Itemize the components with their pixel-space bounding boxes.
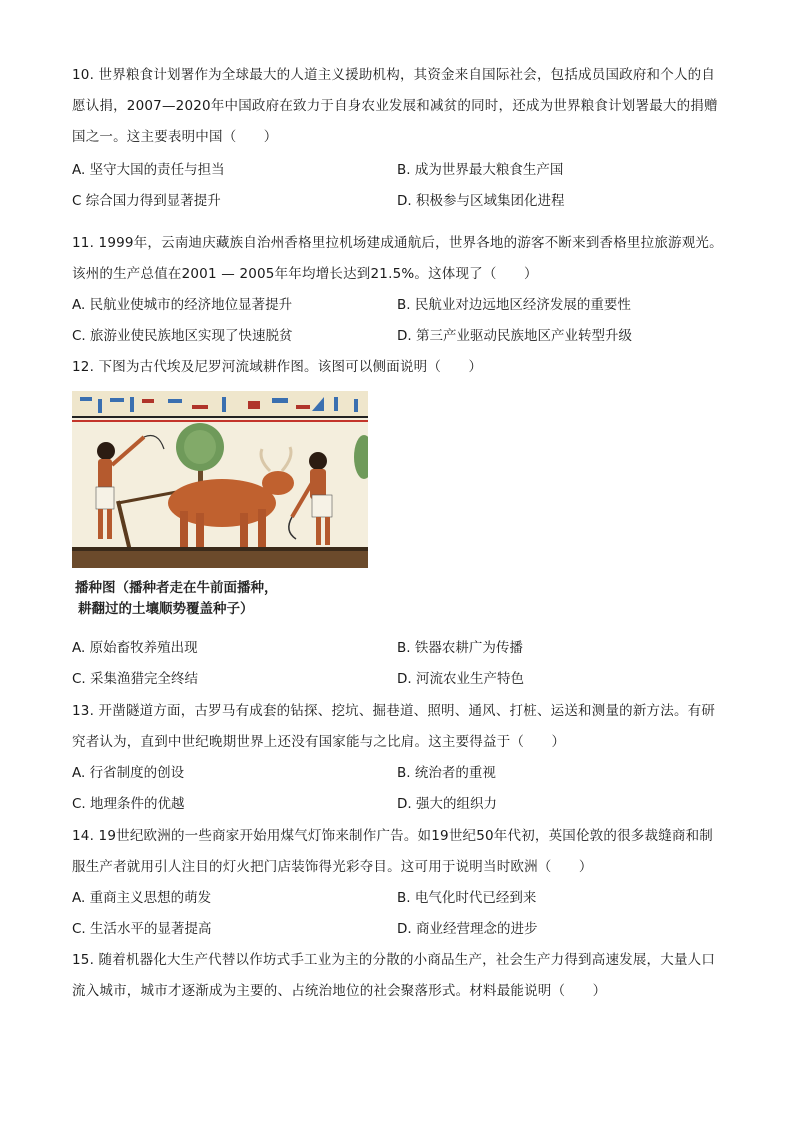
question-13-option-c[interactable]: C. 地理条件的优越	[72, 796, 185, 812]
question-14-option-a[interactable]: A. 重商主义思想的萌发	[72, 890, 212, 906]
question-14-stem: 14. 19世纪欧洲的一些商家开始用煤气灯饰来制作广告。如19世纪50年代初，英国伦敦的很多裁缝商和制服生产者就用引人注目的灯火把门店装饰得光彩夺目。这可用于说明当时欧洲（ ）	[72, 828, 713, 875]
question-10-option-d[interactable]: D. 积极参与区域集团化进程	[397, 193, 565, 209]
question-11-option-c[interactable]: C. 旅游业使民族地区实现了快速脱贫	[72, 328, 293, 344]
question-13-option-d[interactable]: D. 强大的组织力	[397, 796, 497, 812]
question-14-option-c[interactable]: C. 生活水平的显著提高	[72, 921, 212, 937]
question-12-option-c[interactable]: C. 采集渔猎完全终结	[72, 671, 199, 687]
question-12-stem: 12. 下图为古代埃及尼罗河流域耕作图。该图可以侧面说明（ ）	[72, 359, 483, 375]
question-11-option-a[interactable]: A. 民航业使城市的经济地位显著提升	[72, 297, 293, 313]
question-13-option-a[interactable]: A. 行省制度的创设	[72, 765, 185, 781]
question-10-stem: 10. 世界粮食计划署作为全球最大的人道主义援助机构，其资金来自国际社会，包括成员国政府和个人的自愿认捐，2007—2020年中国政府在致力于自身农业发展和减贫的同时，还成为世界粮食计划署最大的捐赠国之一。这主要表明中国（ ）	[72, 67, 718, 145]
question-12-option-a[interactable]: A. 原始畜牧养殖出现	[72, 640, 198, 656]
question-12-option-b[interactable]: B. 铁器农耕广为传播	[397, 640, 523, 656]
caption-line-1: 播种图（播种者走在牛前面播种，	[75, 580, 278, 596]
question-14-option-d[interactable]: D. 商业经营理念的进步	[397, 921, 538, 937]
question-15-stem: 15. 随着机器化大生产代替以作坊式手工业为主的分散的小商品生产，社会生产力得到高速发展，大量人口流入城市，城市才逐渐成为主要的、占统治地位的社会聚落形式。材料最能说明（ ）	[72, 952, 716, 999]
question-14-option-b[interactable]: B. 电气化时代已经到来	[397, 890, 537, 906]
figure-caption	[75, 578, 375, 620]
question-11-option-d[interactable]: D. 第三产业驱动民族地区产业转型升级	[397, 328, 632, 344]
question-11-stem: 11. 1999年，云南迪庆藏族自治州香格里拉机场建成通航后，世界各地的游客不断来到香格里拉旅游观光。该州的生产总值在2001 — 2005年年均增长达到21.5%。这体现了（ ）	[72, 235, 723, 282]
question-10-option-a[interactable]: A. 坚守大国的责任与担当	[72, 162, 225, 178]
question-10-option-b[interactable]: B. 成为世界最大粮食生产国	[397, 162, 564, 178]
question-11-option-b[interactable]: B. 民航业对边远地区经济发展的重要性	[397, 297, 631, 313]
plowing-illustration	[72, 391, 368, 568]
question-10-option-c[interactable]: C 综合国力得到显著提升	[72, 193, 221, 209]
question-13-option-b[interactable]: B. 统治者的重视	[397, 765, 496, 781]
egyptian-plowing-painting	[72, 391, 368, 568]
caption-line-2: 耕翻过的土壤顺势覆盖种子）	[78, 601, 254, 617]
question-13-stem: 13. 开凿隧道方面，古罗马有成套的钻探、挖坑、掘巷道、照明、通风、打桩、运送和测量的新方法。有研究者认为，直到中世纪晚期世界上还没有国家能与之比肩。这主要得益于（ ）	[72, 703, 716, 750]
question-12-option-d[interactable]: D. 河流农业生产特色	[397, 671, 524, 687]
